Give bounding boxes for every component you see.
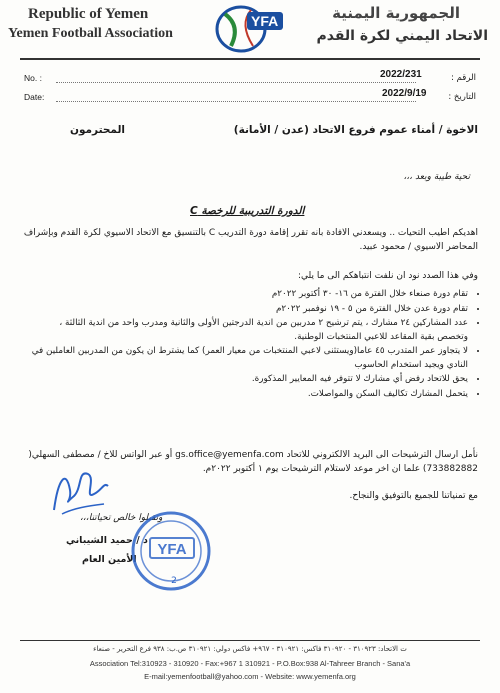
honorific: المحترمون [70, 124, 126, 136]
footer-arabic: ت الاتحاد: ٣١٠٩٢٣ - ٣١٠٩٢٠ فاكس: ٣١٠٩٢١ - ٩٦٧+ فاكس دولي: ٣١٠٩٢١ ص.ب: ٩٣٨ فرع التحرير - صنعاء [93, 645, 407, 653]
list-item: • عدد المشاركين ٢٤ مشارك ، يتم ترشيح ٢ مدربين من اندية الدرجتين الأولى والثانية ومدرب واحد من اندية الثالثة ، وتخصص بقية المقاعد للاعبي المنتخبات الوطنية. [28, 317, 468, 344]
no-label: No. : [24, 73, 42, 83]
wishes-line: مع تمنياتنا للجميع بالتوفيق والنجاح. [349, 491, 478, 501]
subject: الدورة التدريبية للرخصة C [190, 205, 305, 217]
recipients: الاخوة / أمناء عموم فروع الاتحاد (عدن / الأمانة) [233, 124, 478, 136]
svg-text:YFA: YFA [157, 541, 187, 558]
header-ar-line2: الاتحاد اليمني لكرة القدم [316, 28, 488, 44]
yfa-logo [211, 4, 285, 54]
list-item: • تقام دورة عدن خلال الفترة من ٥ - ١٩ نوفمبر ٢٠٢٢م [28, 303, 468, 317]
closing-paragraph: نأمل ارسال الترشيحات الى البريد الالكتروني للاتحاد gs.office@yemenfa.com أو عبر الواتس للاخ / مصطفى السهلي( 733882882) علما ان اخر موعد لاستلام الترشيحات يوم ١ أكتوبر ٢٠٢٢م. [28, 450, 478, 474]
header-en-line1: Republic of Yemen [28, 6, 149, 22]
date-value: 2022/9/19 [382, 88, 427, 99]
official-seal [128, 508, 214, 594]
header-ar-line1: الجمهورية اليمنية [332, 4, 460, 22]
conditions-list [28, 288, 490, 402]
header-divider [20, 58, 480, 60]
svg-text:2: 2 [171, 576, 177, 586]
header-en-line2: Yemen Football Association [8, 26, 173, 41]
handwritten-signature [44, 460, 114, 520]
list-item: • يحق للاتحاد رفض أي مشارك لا تتوفر فيه المعايير المذكورة. [28, 373, 468, 387]
date-label-ar: التاريخ : [448, 92, 476, 102]
list-item: • يتحمل المشارك تكاليف السكن والمواصلات. [28, 388, 468, 402]
footer-divider [20, 640, 480, 641]
footer-en-line2: E-mail:yemenfootball@yahoo.com - Website: www.yemenfa.org [144, 672, 356, 681]
date-label: Date: [24, 92, 45, 102]
no-value: 2022/231 [380, 69, 422, 80]
lead-sentence: وفي هذا الصدد نود ان نلفت انتباهكم الى ما يلي: [297, 271, 478, 281]
list-item: • تقام دورة صنعاء خلال الفترة من ١٦- ٣٠ أكتوبر ٢٠٢٢م [28, 288, 468, 302]
list-item: • لا يتجاوز عمر المتدرب ٤٥ عاما(ويستثنى لاعبي المنتخبات من معيار العمر) كما يشترط ان يكون من المدربين العاملين في النادي ويجيد استخدام الحاسوب [28, 345, 468, 372]
logo-text: YFA [251, 13, 279, 29]
regards-line: وتقبلوا خالص تحياتنا،،، [80, 513, 163, 523]
footer-en-line1: Association Tel:310923 - 310920 - Fax:+967 1 310921 - P.O.Box:938 Al-Tahreer Branch - Sana'a [89, 659, 411, 668]
signer-name: د / حميد الشيباني [66, 535, 148, 546]
no-dots [56, 82, 416, 83]
signer-title: الأمين العام [82, 554, 137, 565]
greeting: تحية طيبة وبعد ،،، [403, 172, 470, 182]
no-label-ar: الرقم : [451, 73, 476, 83]
date-dots [56, 101, 416, 102]
intro-paragraph: اهديكم اطيب التحيات .. ويسعدني الافادة بانه تقرر إقامة دورة التدريب C بالتنسيق مع الاتحاد الاسيوي لكرة القدم وبإشراف المحاضر الاسيوي / محمود عبيد. [23, 228, 478, 252]
